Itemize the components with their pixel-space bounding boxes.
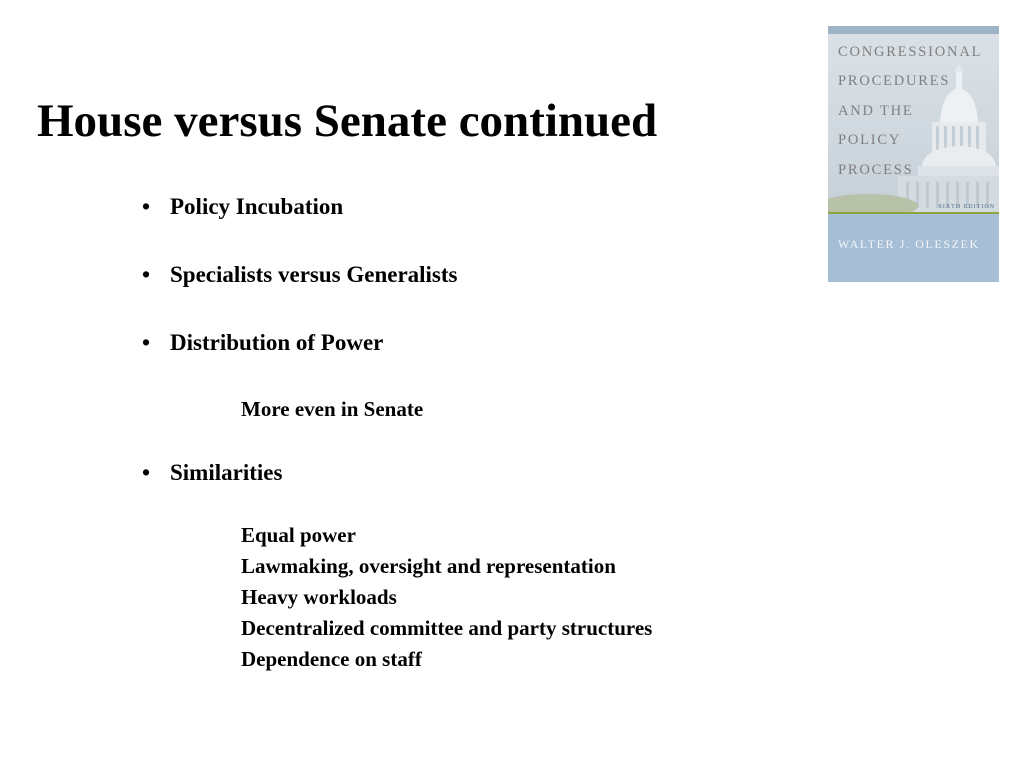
- sub-item-dependence-on-staff: Dependence on staff: [241, 647, 422, 671]
- bullet-label: Specialists versus Generalists: [170, 262, 458, 287]
- sub-item-lawmaking: Lawmaking, oversight and representation: [241, 554, 616, 578]
- bullet-similarities: [142, 459, 282, 487]
- book-author: WALTER J. OLESZEK: [838, 237, 980, 251]
- sub-item-equal-power: Equal power: [241, 523, 356, 547]
- bullet-specialists-vs-generalists: [142, 261, 458, 289]
- bullet-marker: •: [142, 460, 151, 485]
- book-title-line: PROCESS: [838, 162, 914, 178]
- sub-item-more-even-in-senate: More even in Senate: [241, 397, 424, 421]
- sub-item-heavy-workloads: Heavy workloads: [241, 585, 397, 609]
- book-title-line: PROCEDURES: [838, 73, 951, 89]
- bullet-policy-incubation: [142, 193, 343, 221]
- bullet-marker: •: [142, 194, 151, 219]
- book-divider: [828, 212, 999, 214]
- bullet-marker: •: [142, 330, 151, 355]
- book-cover-image: [828, 26, 999, 282]
- slide-title: House versus Senate continued: [37, 95, 658, 147]
- bullet-label: Distribution of Power: [170, 330, 384, 355]
- bullet-label: Policy Incubation: [170, 194, 344, 219]
- bullet-label: Similarities: [170, 460, 283, 485]
- book-title-line: CONGRESSIONAL: [838, 44, 983, 60]
- bullet-distribution-of-power: [142, 329, 383, 357]
- book-title-line: POLICY: [838, 132, 902, 148]
- book-title-line: AND THE: [838, 103, 914, 119]
- book-edition: SIXTH EDITION: [938, 204, 995, 210]
- sub-item-decentralized-structures: Decentralized committee and party structures: [241, 616, 653, 640]
- bullet-marker: •: [142, 262, 151, 287]
